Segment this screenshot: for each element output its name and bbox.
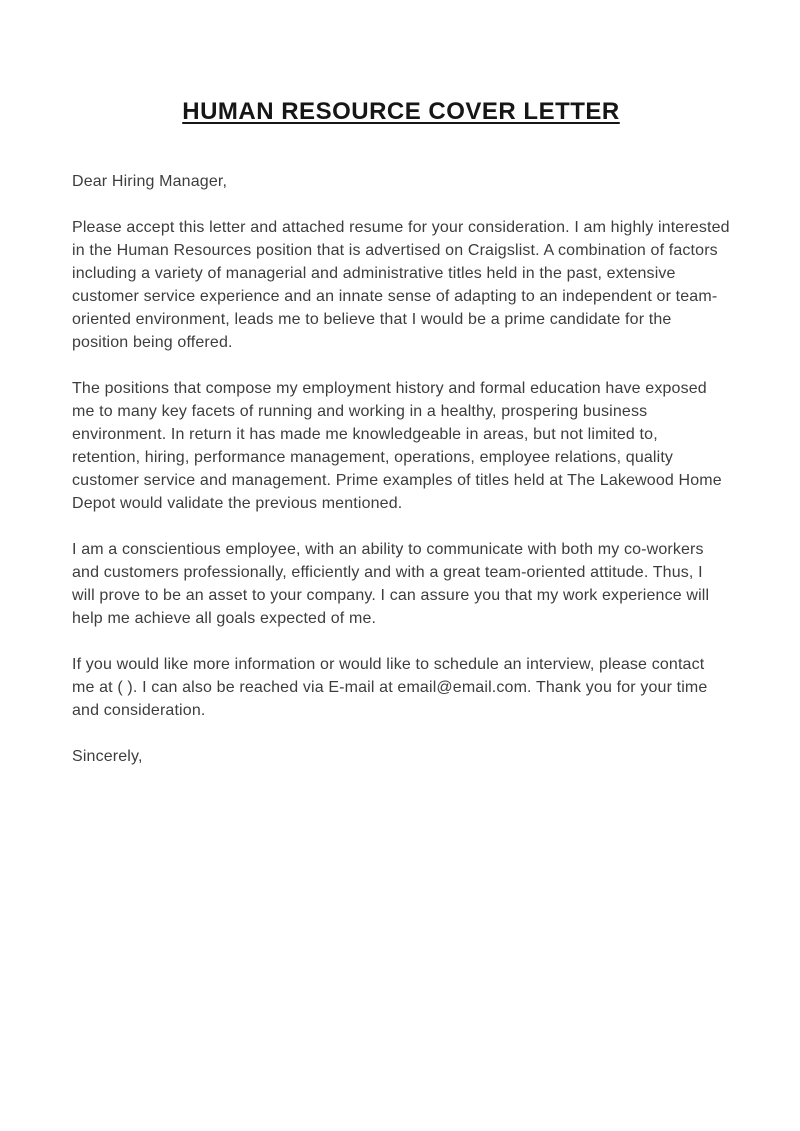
letter-content bbox=[72, 98, 730, 791]
letter-paragraph: The positions that compose my employment history and formal education have exposed me to many key facets of running and working in a healthy, prospering business environment. In return it has made me knowledgeable in areas, but not limited to, retention, hiring, performance management, operations, employee relations, quality customer service and management. Prime examples of titles held at The Lakewood Home Depot would validate the previous mentioned. bbox=[72, 380, 722, 512]
closing: Sincerely, bbox=[72, 748, 143, 765]
salutation: Dear Hiring Manager, bbox=[72, 173, 228, 190]
letter-body bbox=[72, 170, 730, 768]
letter-paragraph: I am a conscientious employee, with an ability to communicate with both my co-workers and customers professionally, efficiently and with a great team-oriented attitude. Thus, I will prove to be an asset to your company. I can assure you that my work experience will help me achieve all goals expected of me. bbox=[72, 541, 710, 627]
letter-paragraph: Please accept this letter and attached resume for your consideration. I am highly interested in the Human Resources position that is advertised on Craigslist. A combination of factors including a variety of managerial and administrative titles held in the past, extensive customer service experience and an innate sense of adapting to an independent or team-oriented environment, leads me to believe that I would be a prime candidate for the position being offered. bbox=[72, 219, 730, 351]
letter-paragraph: If you would like more information or would like to schedule an interview, please contact me at ( ). I can also be reached via E-mail at email@email.com. Thank you for your time and consideration. bbox=[72, 656, 708, 719]
document-title: HUMAN RESOURCE COVER LETTER bbox=[182, 98, 620, 125]
